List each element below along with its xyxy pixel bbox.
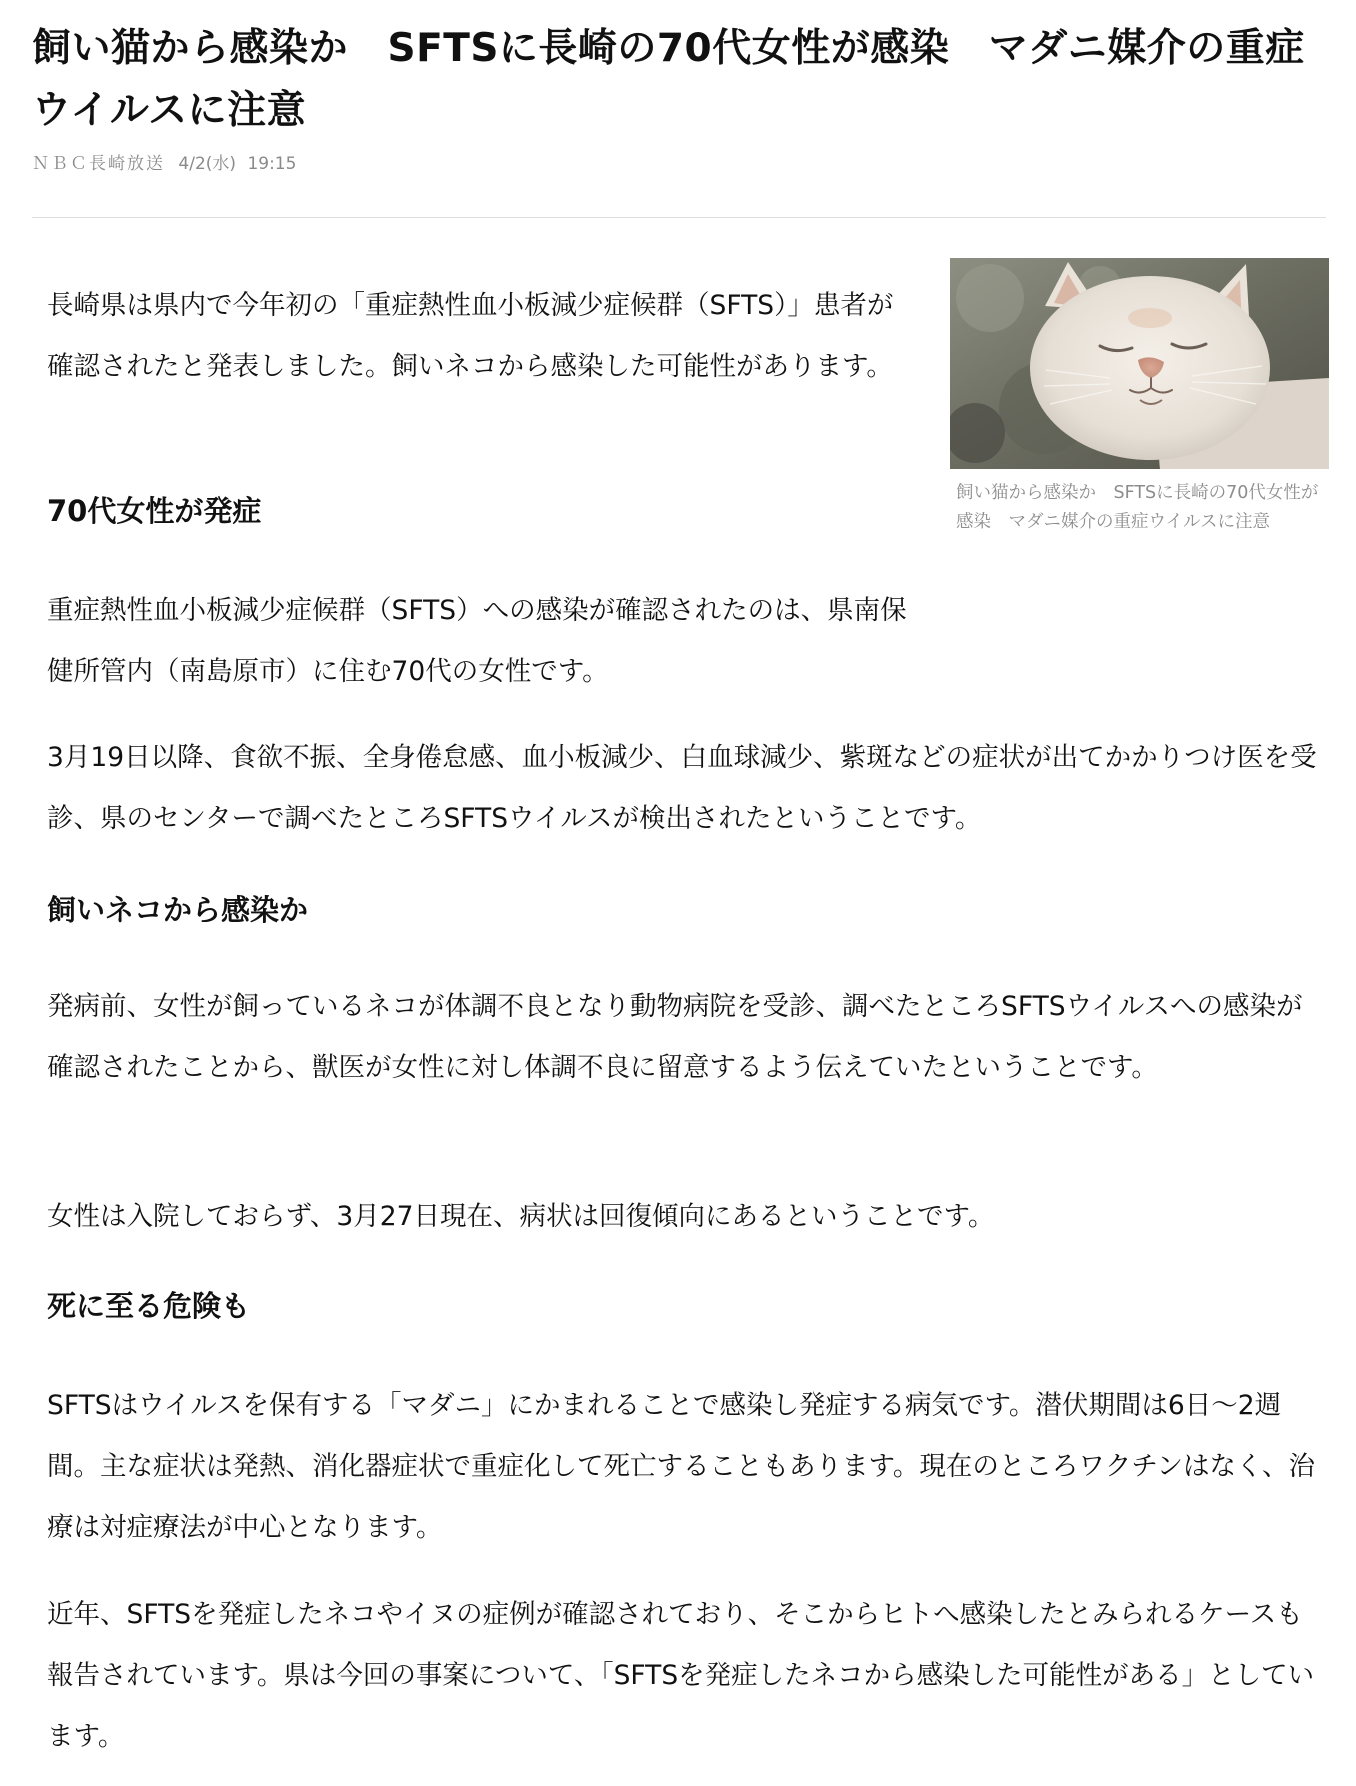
source-name[interactable]: ＮＢＣ長崎放送	[32, 154, 165, 174]
paragraph-6: SFTSはウイルスを保有する「マダニ」にかまれることで感染し発症する病気です。潜伏期間は6日～2週間。主な症状は発熱、消化器症状で重症化して死亡することもあります。現在のところワクチンはなく、治療は対症療法が中心となります。	[47, 1390, 1316, 1543]
paragraph-4: 発病前、女性が飼っているネコが体調不良となり動物病院を受診、調べたところSFTSウイルスへの感染が確認されたことから、獣医が女性に対し体調不良に留意するよう伝えていたということです。	[47, 991, 1303, 1083]
paragraph-7: 近年、SFTSを発症したネコやイヌの症例が確認されており、そこからヒトへ感染したとみられるケースも報告されています。県は今回の事案について、「SFTSを発症したネコから感染した可能性がある」としています。	[47, 1599, 1315, 1752]
paragraph-intro: 長崎県は県内で今年初の「重症熱性血小板減少症候群（SFTS）」患者が確認されたと発表しました。飼いネコから感染した可能性があります。	[47, 290, 894, 382]
section-heading-1: 70代女性が発症	[47, 494, 262, 528]
cat-photo[interactable]	[950, 258, 1329, 469]
paragraph-5: 女性は入院しておらず、3月27日現在、病状は回復傾向にあるということです。	[47, 1201, 995, 1232]
byline	[32, 152, 296, 176]
photo-caption: 飼い猫から感染か SFTSに長崎の70代女性が感染 マダニ媒介の重症ウイルスに注意	[956, 483, 1319, 532]
publish-time: 19:15	[247, 154, 297, 174]
section-heading-2: 飼いネコから感染か	[47, 893, 309, 927]
header-divider	[32, 217, 1326, 218]
publish-date: 4/2(水)	[178, 154, 237, 174]
section-heading-3: 死に至る危険も	[47, 1289, 251, 1323]
paragraph-3: 3月19日以降、食欲不振、全身倦怠感、血小板減少、白血球減少、紫斑などの症状が出てかかりつけ医を受診、県のセンターで調べたところSFTSウイルスが検出されたということです。	[47, 742, 1317, 834]
article-figure	[950, 258, 1329, 537]
article-title: 飼い猫から感染か SFTSに長崎の70代女性が感染 マダニ媒介の重症ウイルスに注意	[32, 26, 1305, 133]
paragraph-2: 重症熱性血小板減少症候群（SFTS）への感染が確認されたのは、県南保健所管内（南島原市）に住む70代の女性です。	[47, 595, 907, 687]
